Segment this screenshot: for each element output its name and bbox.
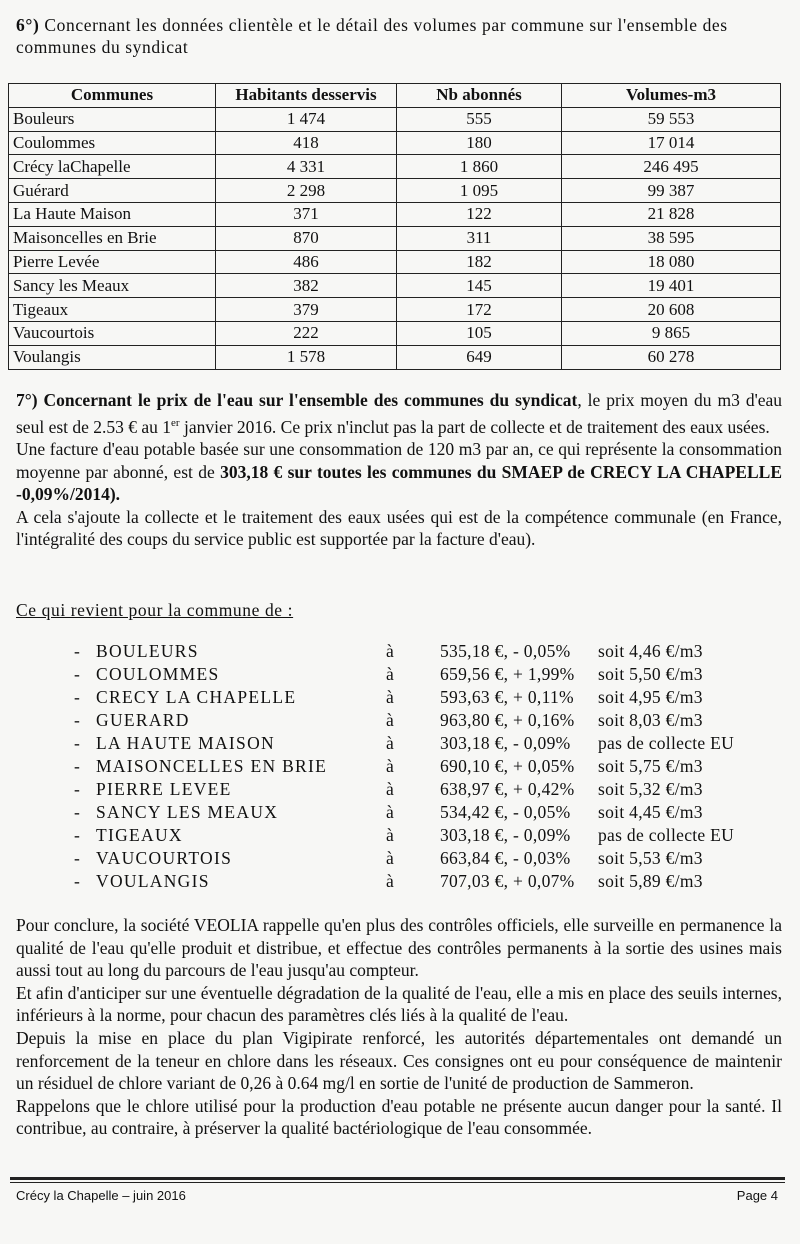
list-dash: - (74, 802, 80, 822)
section-6-heading (16, 14, 786, 58)
commune-detail: soit 5,32 €/m3 (598, 779, 703, 799)
cell-habitants: 382 (216, 274, 397, 298)
cell-abonnes: 105 (397, 321, 562, 345)
cell-abonnes: 122 (397, 202, 562, 226)
conclusion-para-2: Et afin d'anticiper sur une éventuelle dégradation de la qualité de l'eau, elle a mis en place des seuils internes, inférieurs à la norme, pour chacun des paramètres clés liés à la qualité de l'eau. (16, 982, 782, 1026)
cell-habitants: 418 (216, 131, 397, 155)
cell-commune: Pierre Levée (9, 250, 216, 274)
cell-commune: Voulangis (9, 345, 216, 369)
header-abonnes: Nb abonnés (397, 84, 562, 108)
table-row (9, 179, 781, 203)
section-6-number: 6°) (16, 15, 40, 35)
list-item (0, 825, 800, 848)
commune-detail: soit 5,50 €/m3 (598, 664, 703, 684)
list-dash: - (74, 848, 80, 868)
section-7-lead-end: janvier 2016. Ce prix n'inclut pas la part de collecte et de traitement des eaux usées. (179, 416, 770, 437)
cell-habitants: 4 331 (216, 155, 397, 179)
header-habitants: Habitants desservis (216, 84, 397, 108)
a-label: à (386, 779, 394, 799)
table-row (9, 274, 781, 298)
cell-volumes: 59 553 (562, 107, 781, 131)
list-item (0, 664, 800, 687)
cell-volumes: 19 401 (562, 274, 781, 298)
commune-name: GUERARD (96, 710, 190, 730)
commune-detail: soit 4,46 €/m3 (598, 641, 703, 661)
cell-commune: Guérard (9, 179, 216, 203)
commune-name: SANCY LES MEAUX (96, 802, 279, 822)
cell-commune: La Haute Maison (9, 202, 216, 226)
list-item (0, 733, 800, 756)
cell-abonnes: 1 095 (397, 179, 562, 203)
cell-commune: Crécy laChapelle (9, 155, 216, 179)
commune-detail: soit 5,89 €/m3 (598, 871, 703, 891)
commune-name: VAUCOURTOIS (96, 848, 233, 868)
section-7-lead-rest: , le prix moyen du m3 d'eau seul est de 2.53 € au 1 (16, 390, 783, 437)
cell-abonnes: 182 (397, 250, 562, 274)
cell-abonnes: 649 (397, 345, 562, 369)
communes-subheading: Ce qui revient pour la commune de : (16, 600, 294, 620)
cell-volumes: 246 495 (562, 155, 781, 179)
commune-detail: pas de collecte EU (598, 733, 735, 753)
commune-price: 659,56 €, + 1,99% (440, 664, 575, 684)
conclusion-para-3: Depuis la mise en place du plan Vigipirate renforcé, les autorités départementales ont demandé un renforcement de la teneur en chlore dans les réseaux. Ces consignes ont eu pour conséquence de maintenir un résiduel de chlore variant de 0,26 à 0.64 mg/l en sortie de l'unité de production de Sammeron. (16, 1027, 782, 1094)
cell-habitants: 371 (216, 202, 397, 226)
section-7-para-2-text: Une facture d'eau potable basée sur une consommation de 120 m3 par an, ce qui représente la consommation moyenne par abonné, est de (16, 439, 782, 482)
cell-commune: Maisoncelles en Brie (9, 226, 216, 250)
cell-commune: Vaucourtois (9, 321, 216, 345)
a-label: à (386, 825, 394, 845)
a-label: à (386, 641, 394, 661)
commune-price: 535,18 €, - 0,05% (440, 641, 571, 661)
cell-volumes: 17 014 (562, 131, 781, 155)
a-label: à (386, 710, 394, 730)
commune-detail: soit 5,75 €/m3 (598, 756, 703, 776)
cell-habitants: 486 (216, 250, 397, 274)
list-dash: - (74, 779, 80, 799)
table-row (9, 226, 781, 250)
a-label: à (386, 802, 394, 822)
volumes-table-body (9, 107, 781, 369)
commune-price: 303,18 €, - 0,09% (440, 825, 571, 845)
list-dash: - (74, 664, 80, 684)
list-dash: - (74, 687, 80, 707)
cell-abonnes: 180 (397, 131, 562, 155)
header-volumes: Volumes-m3 (562, 84, 781, 108)
conclusion (16, 914, 782, 1140)
cell-volumes: 9 865 (562, 321, 781, 345)
list-dash: - (74, 733, 80, 753)
a-label: à (386, 756, 394, 776)
cell-volumes: 21 828 (562, 202, 781, 226)
commune-name: CRECY LA CHAPELLE (96, 687, 297, 707)
header-communes: Communes (9, 84, 216, 108)
table-row (9, 107, 781, 131)
conclusion-para-1: Pour conclure, la société VEOLIA rappelle qu'en plus des contrôles officiels, elle surveille en permanence la qualité de l'eau qu'elle produit et distribue, et effectue des contrôles permanents à la sortie des usines mais aussi tout au long du parcours de l'eau jusqu'au compteur. (16, 915, 782, 981)
cell-commune: Coulommes (9, 131, 216, 155)
cell-habitants: 222 (216, 321, 397, 345)
table-row (9, 155, 781, 179)
commune-name: PIERRE LEVEE (96, 779, 232, 799)
table-row (9, 202, 781, 226)
a-label: à (386, 848, 394, 868)
cell-commune: Tigeaux (9, 298, 216, 322)
list-item (0, 641, 800, 664)
footer-left-text: Crécy la Chapelle – juin 2016 (16, 1188, 186, 1203)
cell-volumes: 18 080 (562, 250, 781, 274)
commune-name: VOULANGIS (96, 871, 210, 891)
commune-price: 303,18 €, - 0,09% (440, 733, 571, 753)
section-7-para-2 (16, 438, 782, 506)
page-number: Page 4 (736, 1188, 778, 1203)
commune-detail: soit 8,03 €/m3 (598, 710, 703, 730)
list-item (0, 687, 800, 710)
table-row (9, 131, 781, 155)
cell-volumes: 38 595 (562, 226, 781, 250)
list-item (0, 756, 800, 779)
list-item (0, 848, 800, 871)
table-header-row (9, 84, 781, 108)
table-row (9, 345, 781, 369)
cell-commune: Bouleurs (9, 107, 216, 131)
section-7-superscript: er (171, 416, 180, 429)
section-7 (16, 389, 782, 551)
footer-rule-thin (10, 1182, 785, 1183)
commune-name: TIGEAUX (96, 825, 183, 845)
list-dash: - (74, 825, 80, 845)
section-7-para-3: A cela s'ajoute la collecte et le traitement des eaux usées qui est de la compétence communale (en France, l'intégralité des coups du service public est supportée par la facture d'eau). (16, 506, 782, 550)
cell-habitants: 2 298 (216, 179, 397, 203)
section-6-text: Concernant les données clientèle et le détail des volumes par commune sur l'ensemble des communes du syndicat (16, 15, 728, 57)
section-7-lead: 7°) Concernant le prix de l'eau sur l'ensemble des communes du syndicat (16, 390, 578, 410)
cell-volumes: 60 278 (562, 345, 781, 369)
cell-volumes: 20 608 (562, 298, 781, 322)
a-label: à (386, 733, 394, 753)
conclusion-para-4: Rappelons que le chlore utilisé pour la production d'eau potable ne présente aucun danger pour la santé. Il contribue, au contraire, à préserver la qualité bactériologique de l'eau consommée. (16, 1095, 782, 1139)
commune-name: LA HAUTE MAISON (96, 733, 275, 753)
list-dash: - (74, 641, 80, 661)
list-item (0, 871, 800, 894)
cell-abonnes: 1 860 (397, 155, 562, 179)
cell-abonnes: 172 (397, 298, 562, 322)
section-7-para-1 (16, 389, 782, 438)
list-dash: - (74, 710, 80, 730)
cell-abonnes: 311 (397, 226, 562, 250)
commune-price: 663,84 €, - 0,03% (440, 848, 571, 868)
section-7-para-2-bold: 303,18 € sur toutes les communes du SMAEP de CRECY LA CHAPELLE -0,09%/2014). (16, 461, 782, 505)
a-label: à (386, 871, 394, 891)
commune-price: 638,97 €, + 0,42% (440, 779, 575, 799)
list-item (0, 802, 800, 825)
cell-habitants: 1 578 (216, 345, 397, 369)
cell-commune: Sancy les Meaux (9, 274, 216, 298)
commune-detail: soit 5,53 €/m3 (598, 848, 703, 868)
cell-volumes: 99 387 (562, 179, 781, 203)
list-item (0, 710, 800, 733)
table-row (9, 250, 781, 274)
table-row (9, 298, 781, 322)
cell-abonnes: 145 (397, 274, 562, 298)
commune-price: 963,80 €, + 0,16% (440, 710, 575, 730)
cell-habitants: 870 (216, 226, 397, 250)
list-dash: - (74, 871, 80, 891)
cell-habitants: 379 (216, 298, 397, 322)
commune-price: 593,63 €, + 0,11% (440, 687, 574, 707)
commune-price: 534,42 €, - 0,05% (440, 802, 571, 822)
commune-price: 690,10 €, + 0,05% (440, 756, 575, 776)
commune-name: COULOMMES (96, 664, 220, 684)
table-row (9, 321, 781, 345)
commune-detail: soit 4,95 €/m3 (598, 687, 703, 707)
commune-price: 707,03 €, + 0,07% (440, 871, 575, 891)
a-label: à (386, 664, 394, 684)
list-dash: - (74, 756, 80, 776)
a-label: à (386, 687, 394, 707)
commune-name: MAISONCELLES EN BRIE (96, 756, 328, 776)
commune-detail: pas de collecte EU (598, 825, 735, 845)
commune-name: BOULEURS (96, 641, 199, 661)
volumes-table (8, 83, 781, 370)
cell-habitants: 1 474 (216, 107, 397, 131)
list-item (0, 779, 800, 802)
footer-rule-thick (10, 1177, 785, 1180)
commune-detail: soit 4,45 €/m3 (598, 802, 703, 822)
cell-abonnes: 555 (397, 107, 562, 131)
